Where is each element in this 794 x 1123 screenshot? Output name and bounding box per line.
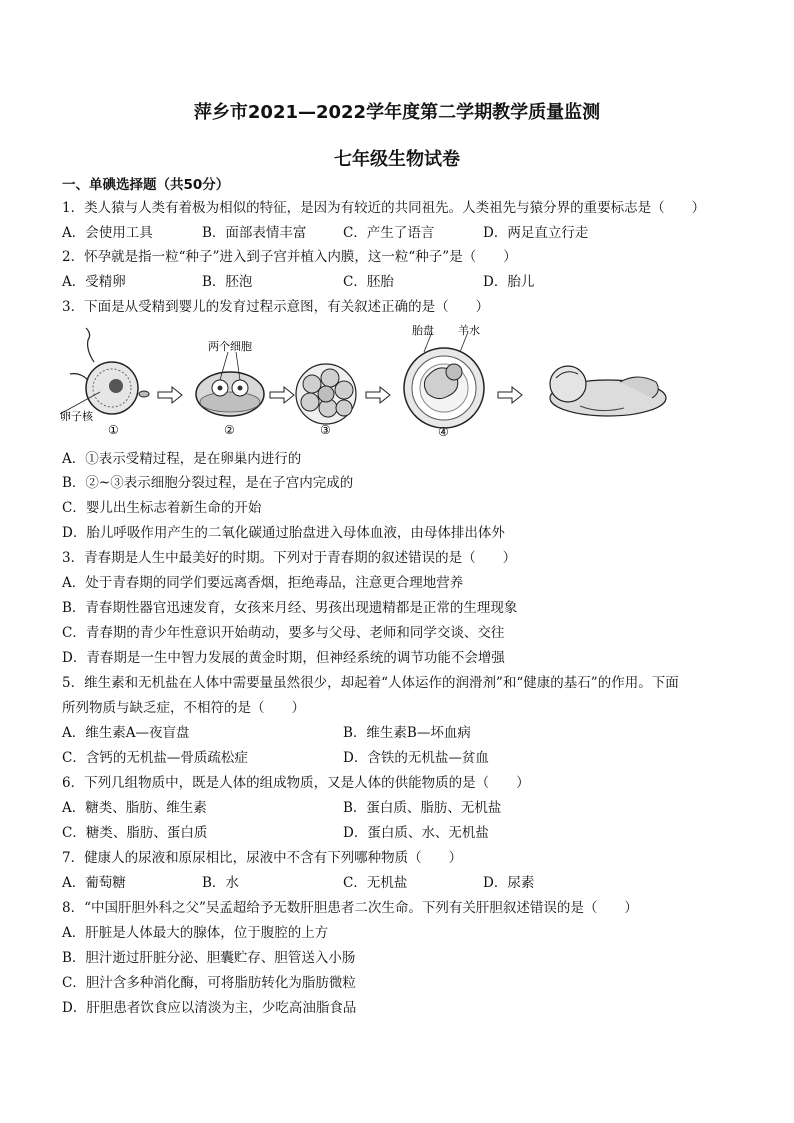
stage-1-egg: [60, 328, 149, 414]
q2-stem: 2．怀孕就是指一粒“种子”进入到子宫并植入内膜，这一粒“种子”是（ ）: [62, 249, 517, 265]
section-heading: 一、单碘选择题（共50分）: [62, 177, 230, 193]
q5-option-b: B．维生素B—坏血病: [343, 725, 471, 741]
q6-option-b: B．蛋白质、脂肪、无机盐: [343, 800, 502, 816]
development-figure: [60, 322, 670, 442]
q3-option-b: B．②~③表示细胞分裂过程，是在子宫内完成的: [62, 475, 354, 491]
q1-stem: 1．类人猿与人类有着极为相似的特征，是因为有较近的共同祖先。人类祖先与猿分界的重要标志是（ ）: [62, 200, 706, 216]
q8-option-d: D．肝胆患者饮食应以清淡为主，少吃高油脂食品: [62, 1000, 357, 1016]
q4-option-b: B．青春期性器官迅速发育，女孩来月经、男孩出现遗精都是正常的生理现象: [62, 600, 518, 616]
q6-stem: 6．下列几组物质中，既是人体的组成物质，又是人体的供能物质的是（ ）: [62, 775, 530, 791]
q6-option-c: C．糖类、脂肪、蛋白质: [62, 825, 208, 841]
q7-option-b: B．水: [202, 875, 239, 891]
q1-option-d: D．两足直立行走: [483, 225, 589, 241]
q2-option-d: D．胎儿: [483, 274, 535, 290]
q3-option-a: A．①表示受精过程，是在卵巢内进行的: [62, 451, 302, 467]
q2-option-c: C．胚胎: [343, 274, 394, 290]
q2-option-b: B．胚泡: [202, 274, 253, 290]
q8-option-a: A．肝脏是人体最大的腺体，位于腹腔的上方: [62, 925, 329, 941]
q5-option-c: C．含钙的无机盐—骨质疏松症: [62, 750, 248, 766]
arrow-3: [366, 387, 390, 403]
q5-option-a: A．维生素A—夜盲盘: [62, 725, 190, 741]
label-egg-nucleus: 卵子核: [60, 410, 93, 423]
q1-option-b: B．面部表情丰富: [202, 225, 307, 241]
q5-option-d: D．含铁的无机盐—贫血: [343, 750, 489, 766]
q7-option-d: D．尿素: [483, 875, 535, 891]
label-amniotic-fluid: 羊水: [458, 324, 480, 337]
q5-stem-line2: 所列物质与缺乏症，不相符的是（ ）: [62, 700, 305, 716]
q3-option-d: D．胎儿呼吸作用产生的二氧化碳通过胎盘进入母体血液，由母体排出体外: [62, 525, 505, 541]
q1-option-a: A．会使用工具: [62, 225, 153, 241]
stage-5-infant: [550, 366, 666, 416]
q4-option-a: A．处于青春期的同学们要远离香烟，拒绝毒品，注意更合理地营养: [62, 575, 464, 591]
stage-label-4: ④: [438, 425, 449, 439]
q8-option-c: C．胆汁含多种消化酶，可将脂肪转化为脂肪微粒: [62, 975, 356, 991]
exam-title: 萍乡市2021—2022学年度第二学期教学质量监测: [193, 102, 601, 123]
stage-3-cell-cluster: [296, 364, 356, 424]
q4-option-d: D．青春期是一生中智力发展的黄金时期，但神经系统的调节功能不会增强: [62, 650, 505, 666]
arrow-2: [270, 387, 294, 403]
q8-option-b: B．胆汁逝过肝脏分泌、胆囊贮存、胆管送入小肠: [62, 950, 356, 966]
q2-option-a: A．受精卵: [62, 274, 126, 290]
q3-stem: 3．下面是从受精到婴儿的发育过程示意图，有关叙述正确的是（ ）: [62, 299, 490, 315]
arrow-4: [498, 387, 522, 403]
arrow-1: [158, 387, 182, 403]
stage-4-fetus: [404, 332, 484, 428]
label-placenta: 胎盘: [412, 324, 434, 337]
q1-option-c: C．产生了语言: [343, 225, 435, 241]
q7-stem: 7．健康人的尿液和原尿相比，尿液中不含有下列哪种物质（ ）: [62, 850, 463, 866]
stage-label-2: ②: [224, 423, 235, 437]
q7-option-a: A．葡萄糖: [62, 875, 126, 891]
q3-option-c: C．婴儿出生标志着新生命的开始: [62, 500, 262, 516]
q4-option-c: C．青春期的青少年性意识开始萌动，要多与父母、老师和同学交谈、交往: [62, 625, 505, 641]
q4-stem: 3．青春期是人生中最美好的时期。下列对于青春期的叙述错误的是（ ）: [62, 550, 517, 566]
label-two-cells: 两个细胞: [208, 340, 252, 353]
q5-stem-line1: 5．维生素和无机盐在人体中需要量虽然很少，却起着“人体运作的润滑剂”和“健康的基石”的作用。下面: [62, 675, 679, 691]
exam-subtitle: 七年级生物试卷: [334, 149, 460, 170]
q7-option-c: C．无机盐: [343, 875, 408, 891]
stage-2-two-cells: [196, 352, 264, 416]
q6-option-a: A．糖类、脂肪、维生素: [62, 800, 207, 816]
q8-stem: 8．“中国肝胆外科之父”吴孟超给予无数肝胆患者二次生命。下列有关肝胆叙述错误的是（ ）: [62, 900, 638, 916]
q6-option-d: D．蛋白质、水、无机盐: [343, 825, 489, 841]
stage-label-3: ③: [320, 423, 331, 437]
stage-label-1: ①: [108, 423, 119, 437]
